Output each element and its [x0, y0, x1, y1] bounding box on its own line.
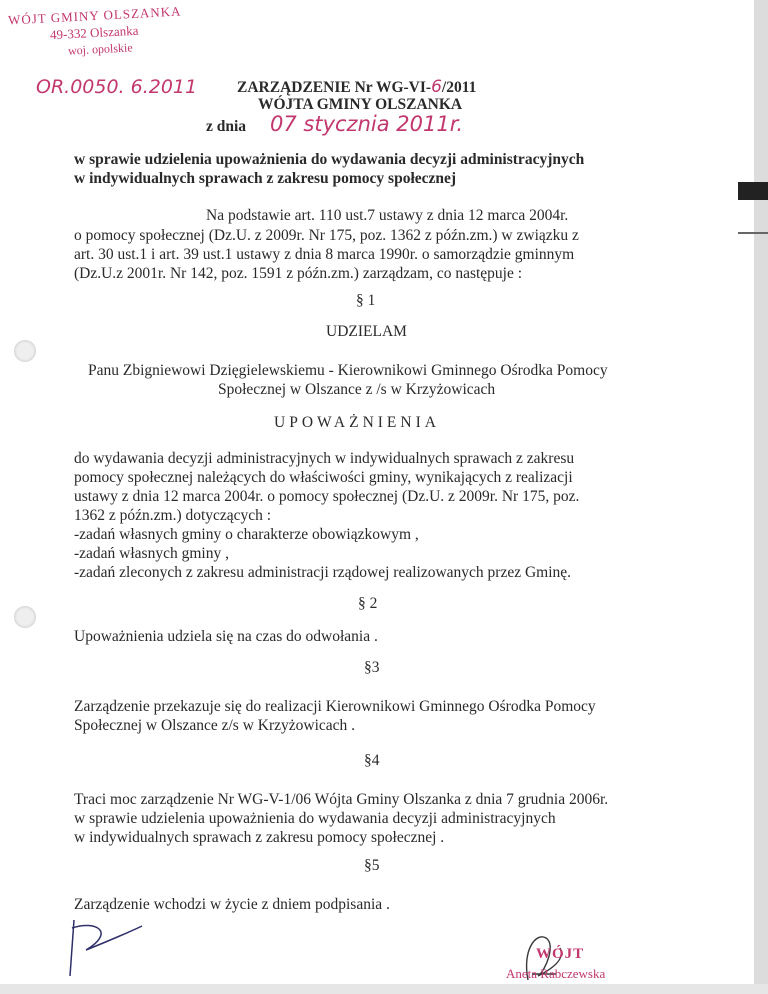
scan-edge — [754, 0, 768, 994]
document-subtitle: WÓJTA GMINY OLSZANKA — [258, 96, 463, 113]
stamp-line-3: woj. opolskie — [67, 40, 133, 58]
section-2-heading: § 2 — [358, 595, 378, 612]
section-4-text: w indywidualnych sprawach z zakresu pomocy społecznej . — [74, 829, 445, 846]
section-1-heading: § 1 — [356, 292, 376, 309]
punch-hole — [14, 340, 36, 362]
section-4-heading: §4 — [364, 752, 380, 769]
signature-stamp-title: WÓJT — [536, 946, 585, 962]
section-3-text: Społecznej w Olszance z/s w Krzyżowicach . — [74, 717, 356, 734]
scan-mark — [738, 182, 768, 200]
scope-line: -zadań zleconych z zakresu administracji rządowej realizowanych przez Gminę. — [74, 564, 572, 581]
section-3-text: Zarządzenie przekazuje się do realizacji Kierownikowi Gminnego Ośrodka Pomocy — [74, 698, 596, 715]
date-label: z dnia — [206, 118, 247, 135]
stamp-line-2: 49-332 Olszanka — [49, 22, 139, 43]
document-title: ZARZĄDZENIE Nr WG-VI-6/2011 — [237, 77, 477, 97]
scope-line: pomocy społecznej należących do właściwości gminy, wynikających z realizacji — [74, 469, 573, 486]
authorization-word: UPOWAŻNIENIA — [274, 414, 440, 431]
subject-line-1: w sprawie udzielenia upoważnienia do wydawania decyzji administracyjnych — [74, 151, 585, 168]
scan-bottom-band — [0, 984, 768, 994]
preamble-line: o pomocy społecznej (Dz.U. z 2009r. Nr 175, poz. 1362 z późn.zm.) w związku z — [74, 227, 579, 244]
scope-line: ustawy z dnia 12 marca 2004r. o pomocy społecznej (Dz.U. z 2009r. Nr 175, poz. — [74, 488, 580, 505]
section-3-heading: §3 — [364, 659, 380, 676]
reference-number: OR.0050. 6.2011 — [36, 76, 198, 98]
section-2-text: Upoważnienia udziela się na czas do odwołania . — [74, 628, 378, 645]
scope-line: do wydawania decyzji administracyjnych w indywidualnych sprawach z zakresu — [74, 450, 575, 467]
preamble-line: (Dz.U.z 2001r. Nr 142, poz. 1591 z późn.zm.) zarządzam, co następuje : — [74, 265, 523, 282]
scope-line: -zadań własnych gminy o charakterze obowiązkowym , — [74, 526, 419, 543]
section-4-text: w sprawie udzielenia upoważnienia do wydawania decyzji administracyjnych — [74, 810, 556, 827]
initials-signature — [56, 910, 146, 980]
section-5-heading: §5 — [364, 857, 380, 874]
signature-stamp-name: Aneta Rabczewska — [506, 966, 606, 981]
title-handwritten-number: 6 — [431, 77, 442, 97]
subject-line-2: w indywidualnych sprawach z zakresu pomocy społecznej — [74, 170, 457, 187]
preamble-line: art. 30 ust.1 i art. 39 ust.1 ustawy z dnia 8 marca 1990r. o samorządzie gminnym — [74, 246, 575, 263]
grant-word: UDZIELAM — [326, 323, 407, 340]
recipient-line-2: Społecznej w Olszance z /s w Krzyżowicach — [218, 381, 496, 398]
stamp-line-1: WÓJT GMINY OLSZANKA — [7, 3, 182, 28]
scan-line — [738, 232, 768, 234]
section-4-text: Traci moc zarządzenie Nr WG-V-1/06 Wójta Gminy Olszanka z dnia 7 grudnia 2006r. — [74, 791, 609, 808]
scope-line: 1362 z późn.zm.) dotyczących : — [74, 507, 272, 524]
recipient-line-1: Panu Zbigniewowi Dzięgielewskiemu - Kierownikowi Gminnego Ośrodka Pomocy — [88, 362, 608, 379]
section-5-text: Zarządzenie wchodzi w życie z dniem podpisania . — [74, 896, 390, 913]
punch-hole — [14, 606, 36, 628]
date-handwritten: 07 stycznia 2011r. — [270, 112, 464, 136]
scope-line: -zadań własnych gminy , — [74, 545, 229, 562]
preamble-line: Na podstawie art. 110 ust.7 ustawy z dnia 12 marca 2004r. — [206, 207, 569, 224]
